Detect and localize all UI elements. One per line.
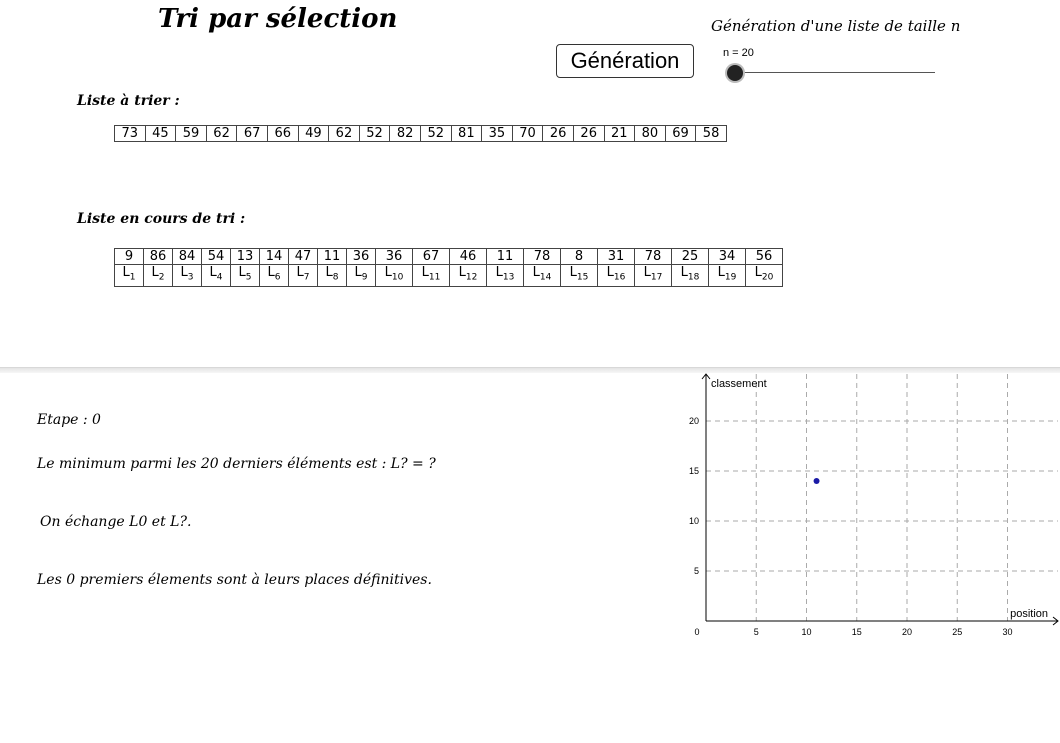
y-axis-label: classement [711,378,767,390]
index-number: 20 [761,272,774,283]
sorting-list-table [114,248,783,287]
index-letter: L [569,265,577,280]
index-letter: L [458,265,466,280]
x-tick-label: 30 [1002,627,1013,637]
index-letter: L [238,265,246,280]
scatter-chart [660,372,1060,647]
sorting-index-cell [487,265,524,287]
sorting-value-cell: 84 [173,249,202,265]
sorting-list-label: Liste en cours de tri : [77,211,246,227]
index-letter: L [754,265,762,280]
index-number: 9 [361,272,368,283]
generation-label: Génération d'une liste de taille n [711,17,961,35]
unsorted-cell: 70 [512,126,543,142]
unsorted-cell: 52 [359,126,390,142]
data-point [814,478,820,484]
list-to-sort-table [114,125,727,142]
unsorted-cell: 66 [267,126,298,142]
sorting-value-cell: 9 [115,249,144,265]
index-letter: L [354,265,362,280]
final-places-statement: Les 0 premiers élements sont à leurs places définitives. [37,572,432,588]
sorting-value-cell: 78 [635,249,672,265]
sorting-value-cell: 67 [413,249,450,265]
index-number: 18 [687,272,700,283]
sorting-value-cell: 36 [376,249,413,265]
index-number: 3 [187,272,194,283]
index-number: 4 [216,272,223,283]
unsorted-cell: 81 [451,126,482,142]
sorting-index-cell [524,265,561,287]
unsorted-cell: 58 [696,126,727,142]
unsorted-cell: 80 [635,126,666,142]
unsorted-cell: 35 [482,126,513,142]
sorting-index-cell [260,265,289,287]
step-counter: Etape : 0 [37,412,101,428]
index-letter: L [495,265,503,280]
sorting-index-cell [347,265,376,287]
index-number: 6 [274,272,281,283]
x-tick-label: 15 [851,627,862,637]
sorting-value-cell: 14 [260,249,289,265]
unsorted-cell: 26 [543,126,574,142]
y-tick-label: 20 [688,416,699,426]
index-letter: L [421,265,429,280]
sorting-index-cell [115,265,144,287]
index-number: 14 [539,272,552,283]
unsorted-cell: 62 [206,126,237,142]
sorting-index-cell [289,265,318,287]
sorting-index-cell [635,265,672,287]
n-slider-handle[interactable] [727,65,743,81]
index-letter: L [532,265,540,280]
x-tick-label: 20 [901,627,913,637]
sorting-index-cell [450,265,487,287]
index-number: 16 [613,272,626,283]
unsorted-cell: 73 [115,126,146,142]
sorting-value-cell: 86 [144,249,173,265]
minimum-statement: Le minimum parmi les 20 derniers éléments est : L? = ? [37,456,436,472]
x-axis-label: position [1010,608,1048,620]
index-letter: L [180,265,188,280]
index-letter: L [606,265,614,280]
sorting-value-cell: 36 [347,249,376,265]
index-number: 8 [332,272,339,283]
page-title: Tri par sélection [158,4,398,34]
index-number: 17 [650,272,663,283]
sorting-index-cell [231,265,260,287]
unsorted-cell: 82 [390,126,421,142]
slider-label: n = 20 [723,47,754,59]
sorting-value-cell: 56 [746,249,783,265]
index-letter: L [267,265,275,280]
index-number: 13 [502,272,515,283]
sorting-index-cell [376,265,413,287]
unsorted-cell: 49 [298,126,329,142]
list-to-sort-label: Liste à trier : [77,93,180,109]
sorting-index-cell [672,265,709,287]
unsorted-cell: 67 [237,126,268,142]
x-tick-label: 5 [753,627,759,637]
sorting-index-cell [413,265,450,287]
sorting-index-cell [144,265,173,287]
unsorted-cell: 62 [329,126,360,142]
sorting-value-cell: 25 [672,249,709,265]
sorting-value-cell: 31 [598,249,635,265]
index-number: 15 [576,272,589,283]
sorting-index-cell [598,265,635,287]
index-letter: L [151,265,159,280]
sorting-index-cell [173,265,202,287]
generate-button[interactable]: Génération [556,44,694,78]
index-letter: L [209,265,217,280]
unsorted-cell: 59 [176,126,207,142]
index-number: 12 [465,272,478,283]
sorting-value-cell: 8 [561,249,598,265]
sorting-value-cell: 13 [231,249,260,265]
sorting-value-cell: 34 [709,249,746,265]
sorting-index-cell [561,265,598,287]
index-number: 5 [245,272,252,283]
index-number: 11 [428,272,441,283]
sorting-value-cell: 11 [487,249,524,265]
x-tick-label: 10 [801,627,812,637]
index-letter: L [680,265,688,280]
y-tick-label: 10 [688,516,699,526]
index-number: 19 [724,272,737,283]
index-letter: L [643,265,651,280]
unsorted-cell: 52 [420,126,451,142]
index-number: 1 [129,272,136,283]
index-letter: L [122,265,130,280]
sorting-index-cell [318,265,347,287]
y-tick-label: 5 [693,566,699,576]
sorting-value-cell: 11 [318,249,347,265]
unsorted-cell: 45 [145,126,176,142]
index-letter: L [717,265,725,280]
sorting-index-cell [709,265,746,287]
n-slider-track[interactable] [735,72,935,73]
index-number: 10 [391,272,404,283]
sorting-index-cell [746,265,783,287]
y-tick-label: 15 [688,466,699,476]
index-letter: L [384,265,392,280]
sorting-value-cell: 54 [202,249,231,265]
x-tick-label: 25 [952,627,963,637]
index-number: 7 [303,272,310,283]
index-number: 2 [158,272,165,283]
exchange-statement: On échange L0 et L?. [40,514,192,530]
sorting-value-cell: 46 [450,249,487,265]
origin-label: 0 [694,627,700,637]
sorting-value-cell: 47 [289,249,318,265]
unsorted-cell: 21 [604,126,635,142]
unsorted-cell: 26 [573,126,604,142]
sorting-value-cell: 78 [524,249,561,265]
unsorted-cell: 69 [665,126,696,142]
index-letter: L [296,265,304,280]
sorting-index-cell [202,265,231,287]
index-letter: L [325,265,333,280]
